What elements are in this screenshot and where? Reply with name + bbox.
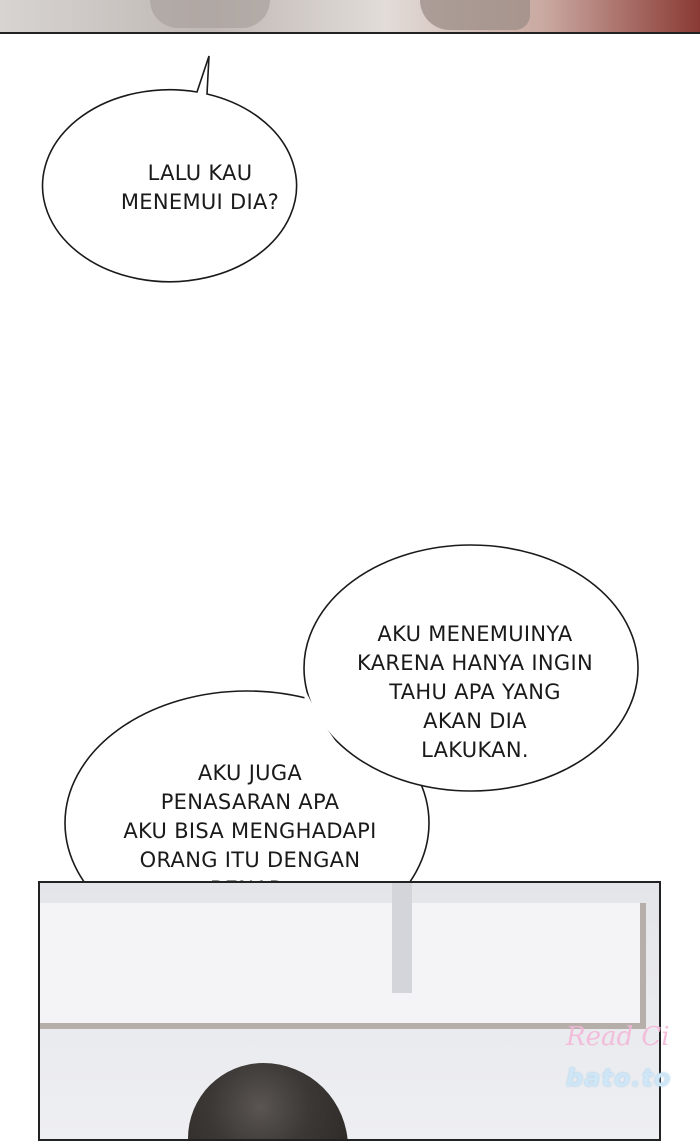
panel-pillar — [392, 883, 412, 993]
watermark-site: bato.to — [566, 1064, 672, 1092]
speech-bubble-third-text: AKU JUGA PENASARAN APA AKU BISA MENGHADAPI ORANG ITU DENGAN — [123, 761, 377, 872]
speech-bubble-second-text: AKU MENEMUINYA KARENA HANYA INGIN TAHU APA YANG AKAN DIA LAKUKAN. — [357, 622, 593, 762]
watermark — [560, 1020, 690, 1110]
panel-window-frame — [40, 903, 646, 1029]
watermark-script: Read Ci — [566, 1022, 670, 1052]
speech-bubble-first-text: LALU KAU MENEMUI DIA? — [120, 161, 280, 214]
